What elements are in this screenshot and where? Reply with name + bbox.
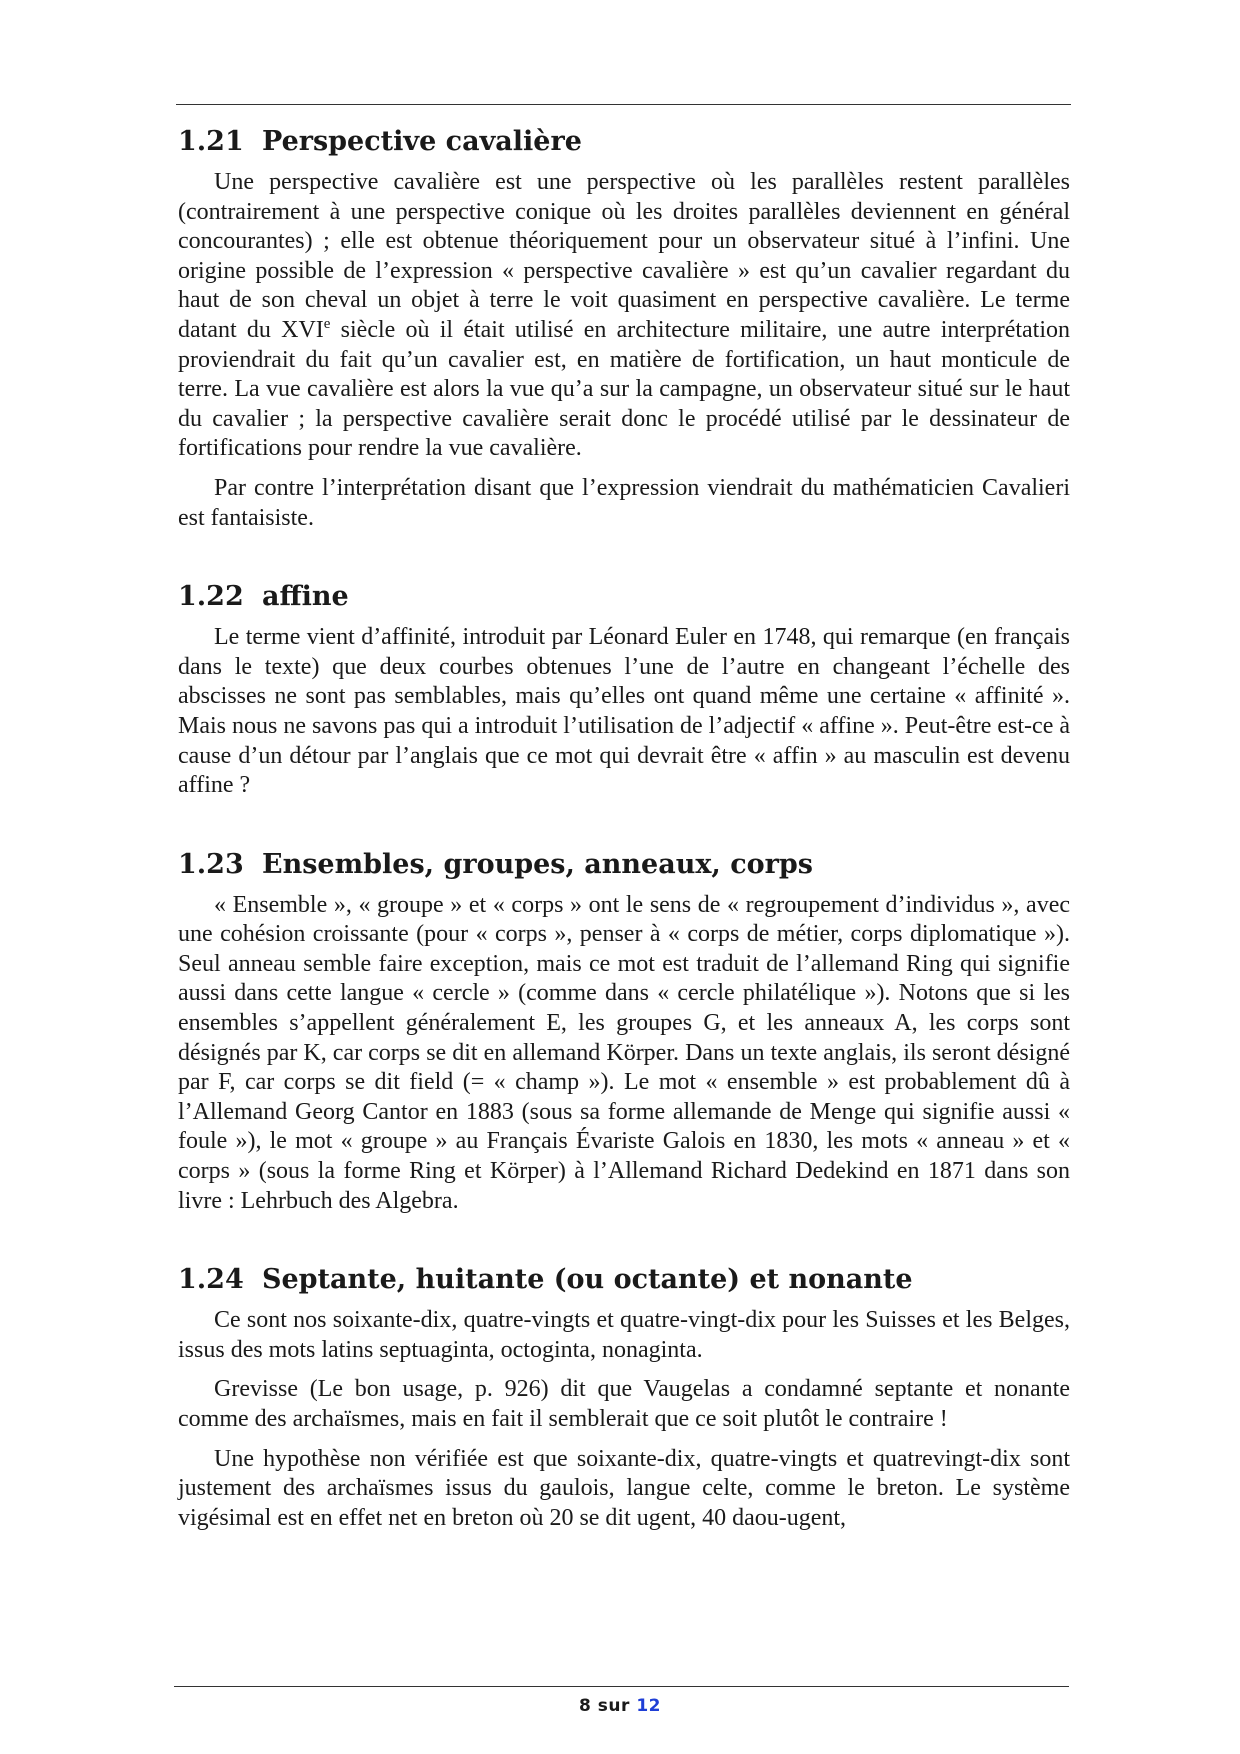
century-superscript: e — [323, 315, 331, 332]
section-number: 1.24 — [178, 1264, 244, 1296]
paragraph: Une perspective cavalière est une perspective où les parallèles restent parallèles (contrairement à une perspective conique où les droites parallèles deviennent en général concourantes) ; elle est obtenue théoriquement pour un observateur situé à l’infini. Une origine possible de l’expression « perspective cavalière » est qu’un cavalier regardant du haut de son cheval un objet à terre le voit quasiment en perspective cavalière. Le terme datant du XVIe siècle où il était utilisé en architecture militaire, une autre interprétation proviendrait du fait qu’un cavalier est, en matière de fortification, un haut monticule de terre. La vue cavalière est alors la vue qu’a sur la campagne, un observateur situé sur le haut du cavalier ; la perspective cavalière serait donc le procédé utilisé par le dessinateur de fortifications pour rendre la vue cavalière. — [178, 169, 1071, 462]
section-1-24 — [178, 1260, 1070, 1533]
footer-rule — [174, 1686, 1069, 1687]
section-number: 1.21 — [178, 126, 244, 157]
section-1-22 — [178, 577, 1070, 801]
section-number: 1.23 — [178, 848, 244, 880]
century: XVI — [281, 316, 324, 343]
section-heading — [178, 122, 1070, 162]
section-heading — [178, 845, 1070, 885]
paragraph: Une hypothèse non vérifiée est que soixante-dix, quatre-vingts et quatrevingt-dix sont justement des archaïsmes issus du gaulois, langue celte, comme le breton. Le système vigésimal est en effet net en breton où 20 se dit ugent, 40 daou-ugent, — [178, 1445, 1070, 1531]
page-footer — [0, 1696, 1240, 1716]
total-pages-link[interactable]: 12 — [636, 1696, 661, 1716]
header-rule — [176, 104, 1071, 105]
paragraph: « Ensemble », « groupe » et « corps » ont le sens de « regroupement d’individus », avec une cohésion croissante (pour « corps », penser à « corps de métier, corps diplomatique »). Seul anneau semble faire exception, mais ce mot est traduit de l’allemand Ring qui signifie aussi dans cette langue « cercle » (comme dans « cercle philatélique »). Notons que si les ensembles s’appellent généralement E, les groupes G, et les anneaux A, les corps sont désignés par K, car corps se dit en allemand Körper. Dans un texte anglais, ils seront désigné par F, car corps se dit field (= « champ »). Le mot « ensemble » est probablement dû à l’Allemand Georg Cantor en 1883 (sous sa forme allemande de Menge qui signifie aussi « foule »), le mot « groupe » au Français Évariste Galois en 1830, les mots « anneau » et « corps » (sous la forme Ring et Körper) à l’Allemand Richard Dedekind en 1871 dans son livre : Lehrbuch des Algebra. — [178, 891, 1070, 1214]
paragraph: Ce sont nos soixante-dix, quatre-vingts et quatre-vingt-dix pour les Suisses et les Belges, issus des mots latins septuaginta, octoginta, nonaginta. — [178, 1307, 1070, 1363]
section-title: Perspective cavalière — [262, 126, 582, 157]
section-heading — [178, 577, 1070, 617]
paragraph: Par contre l’interprétation disant que l’expression viendrait du mathématicien Cavalieri est fantaisiste. — [178, 474, 1070, 531]
page-separator: sur — [597, 1696, 630, 1716]
section-1-21 — [178, 122, 1070, 533]
current-page-number: 8 — [579, 1696, 592, 1716]
section-title: Septante, huitante (ou octante) et nonante — [262, 1264, 913, 1296]
section-1-23 — [178, 845, 1070, 1217]
section-title: Ensembles, groupes, anneaux, corps — [262, 848, 813, 880]
paragraph: Le terme vient d’affinité, introduit par Léonard Euler en 1748, qui remarque (en français dans le texte) que deux courbes obtenues l’une de l’autre en changeant l’échelle des abscisses ne sont pas semblables, mais qu’elles ont quand même une certaine « affinité ». Mais nous ne savons pas qui a introduit l’utilisation de l’adjectif « affine ». Peut-être est-ce à cause d’un détour par l’anglais que ce mot qui devrait être « affin » au masculin est devenu affine ? — [178, 624, 1070, 799]
section-title: affine — [262, 581, 349, 613]
paragraph: Grevisse (Le bon usage, p. 926) dit que Vaugelas a condamné septante et nonante comme des archaïsmes, mais en fait il semblerait que ce soit plutôt le contraire ! — [178, 1376, 1070, 1432]
page-content — [178, 122, 1070, 1533]
section-number: 1.22 — [178, 581, 244, 613]
section-heading — [178, 1260, 1070, 1300]
